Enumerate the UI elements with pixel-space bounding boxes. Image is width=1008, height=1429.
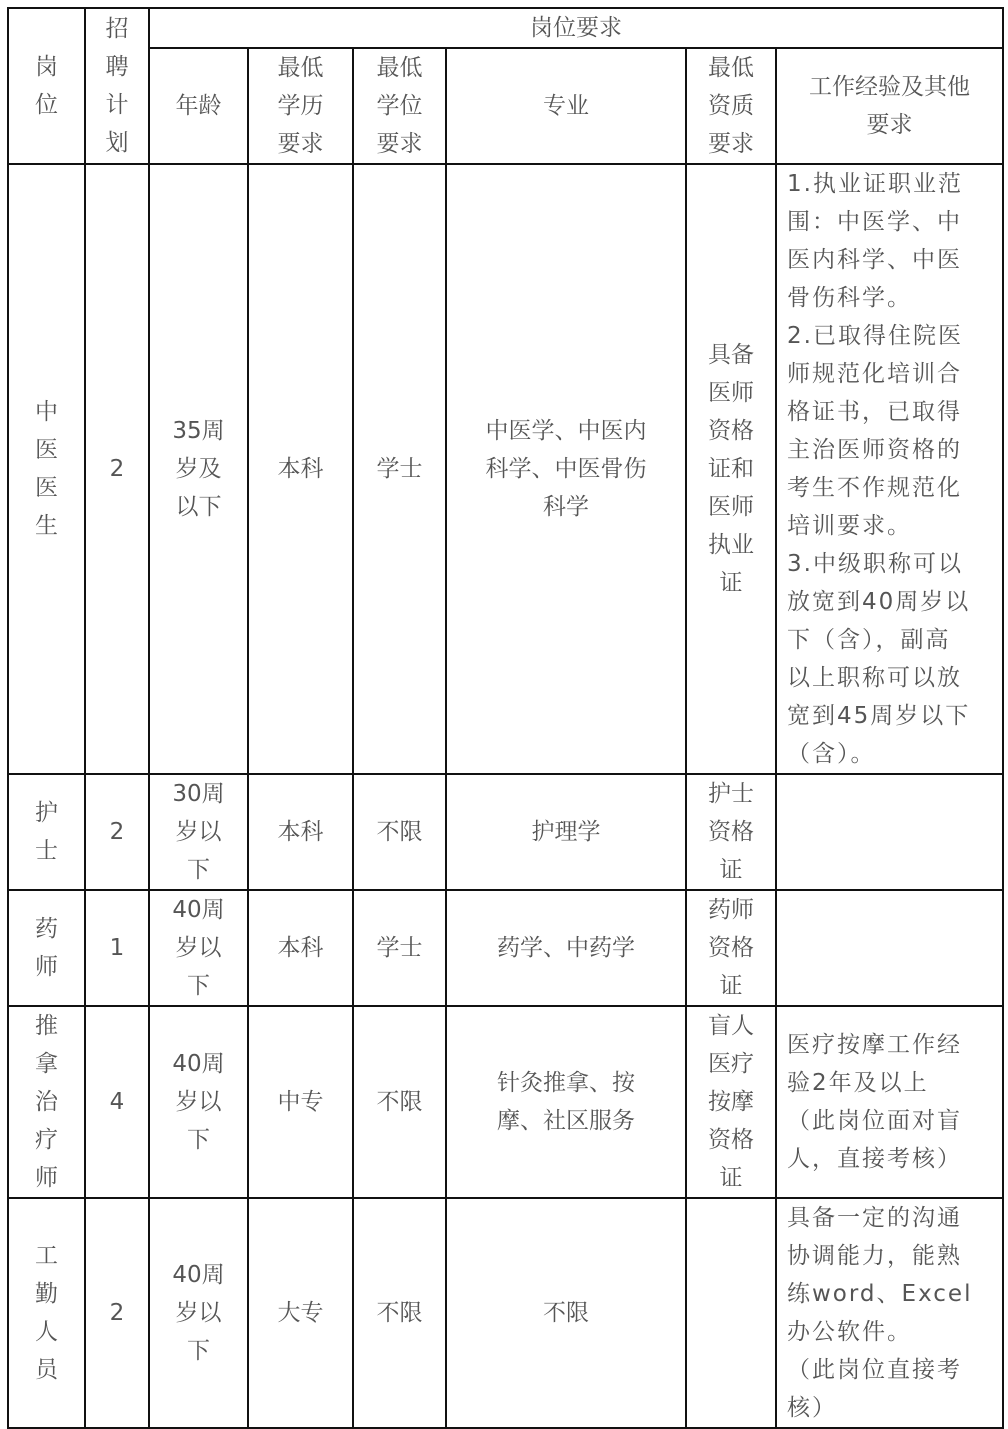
cell-qualification: 具备 医师 资格 证和 医师 执业 证 — [686, 164, 776, 774]
cell-plan: 2 — [85, 164, 149, 774]
table-row — [8, 774, 1003, 890]
cell-degree: 不限 — [353, 1006, 446, 1198]
recruitment-table — [7, 7, 1004, 1429]
header-requirements: 岗位要求 — [149, 8, 1003, 48]
cell-plan: 2 — [85, 1198, 149, 1428]
header-degree: 最低 学位 要求 — [353, 48, 446, 164]
cell-plan: 1 — [85, 890, 149, 1006]
header-education: 最低 学历 要求 — [248, 48, 353, 164]
cell-plan: 4 — [85, 1006, 149, 1198]
cell-age: 30周 岁以 下 — [149, 774, 248, 890]
cell-degree: 不限 — [353, 1198, 446, 1428]
cell-plan: 2 — [85, 774, 149, 890]
cell-education: 中专 — [248, 1006, 353, 1198]
table-row — [8, 890, 1003, 1006]
cell-position: 推 拿 治 疗 师 — [8, 1006, 85, 1198]
cell-major: 药学、中药学 — [446, 890, 686, 1006]
table-row — [8, 1198, 1003, 1428]
table-row — [8, 164, 1003, 774]
cell-age: 40周 岁以 下 — [149, 1198, 248, 1428]
header-plan: 招 聘 计 划 — [85, 8, 149, 164]
header-qualification: 最低 资质 要求 — [686, 48, 776, 164]
cell-qualification: 护士 资格 证 — [686, 774, 776, 890]
cell-education: 大专 — [248, 1198, 353, 1428]
cell-education: 本科 — [248, 164, 353, 774]
cell-experience — [776, 774, 1003, 890]
cell-position: 工 勤 人 员 — [8, 1198, 85, 1428]
cell-degree: 学士 — [353, 890, 446, 1006]
header-experience: 工作经验及其他 要求 — [776, 48, 1003, 164]
cell-age: 40周 岁以 下 — [149, 890, 248, 1006]
cell-experience: 具备一定的沟通 协调能力，能熟 练word、Excel 办公软件。 （此岗位直接考 核） — [776, 1198, 1003, 1428]
cell-age: 40周 岁以 下 — [149, 1006, 248, 1198]
cell-experience — [776, 890, 1003, 1006]
header-position: 岗 位 — [8, 8, 85, 164]
table-row — [8, 1006, 1003, 1198]
cell-position: 药 师 — [8, 890, 85, 1006]
cell-qualification: 盲人 医疗 按摩 资格 证 — [686, 1006, 776, 1198]
header-major: 专业 — [446, 48, 686, 164]
cell-experience: 医疗按摩工作经 验2年及以上 （此岗位面对盲 人，直接考核） — [776, 1006, 1003, 1198]
cell-degree: 不限 — [353, 774, 446, 890]
cell-major: 不限 — [446, 1198, 686, 1428]
cell-position: 护 士 — [8, 774, 85, 890]
cell-degree: 学士 — [353, 164, 446, 774]
cell-major: 中医学、中医内 科学、中医骨伤 科学 — [446, 164, 686, 774]
cell-qualification: 药师 资格 证 — [686, 890, 776, 1006]
cell-major: 护理学 — [446, 774, 686, 890]
cell-qualification — [686, 1198, 776, 1428]
cell-major: 针灸推拿、按 摩、社区服务 — [446, 1006, 686, 1198]
cell-education: 本科 — [248, 774, 353, 890]
cell-position: 中 医 医 生 — [8, 164, 85, 774]
cell-education: 本科 — [248, 890, 353, 1006]
cell-age: 35周 岁及 以下 — [149, 164, 248, 774]
header-age: 年龄 — [149, 48, 248, 164]
cell-experience: 1.执业证职业范 围：中医学、中 医内科学、中医 骨伤科学。 2.已取得住院医 师规范化培训合 格证书，已取得 主治医师资格的 考生不作规范化 培训要求。 3.中级职称可以 放宽到40周岁以 下（含），副高 以上职称可以放 宽到45周岁以下 （含）。 — [776, 164, 1003, 774]
